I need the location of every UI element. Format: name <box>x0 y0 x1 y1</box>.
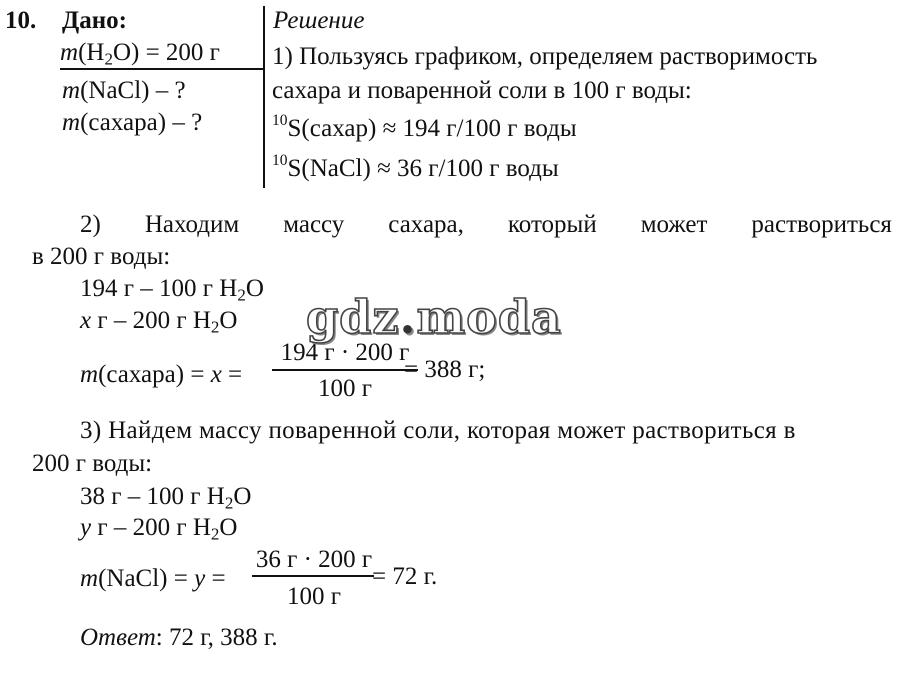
given-divider <box>60 68 263 70</box>
sugar-calc-numerator: 194 г · 200 г <box>280 339 410 366</box>
step2-word: раствориться <box>751 211 892 238</box>
answer <box>80 625 278 650</box>
step2-word: Находим <box>144 211 240 238</box>
sugar-calc-lhs-text: (сахара) = <box>98 361 211 388</box>
sugar-proportion-line1-end: O <box>245 275 264 302</box>
sugar-unknown-x: x <box>80 307 92 334</box>
find-nacl <box>62 78 186 103</box>
step2-word: может <box>640 211 708 238</box>
find-sugar-m-symbol: m <box>62 109 81 136</box>
sugar-proportion-line1-text: 194 г – 100 г H <box>80 275 238 302</box>
sugar-calc-m-symbol: m <box>80 361 99 388</box>
step2-line2: в 200 г воды: <box>32 243 171 270</box>
watermark-text-b: moda <box>416 290 562 344</box>
step1-line2: сахара и поваренной соли в 100 г воды: <box>272 77 692 104</box>
salt-proportion-line1 <box>80 483 252 513</box>
watermark-dot: . <box>399 290 417 344</box>
step2-word: 2) <box>80 211 101 238</box>
given-m-symbol: m <box>60 39 79 66</box>
step2-word: который <box>507 211 597 238</box>
sugar-calc-x: x <box>210 361 222 388</box>
salt-proportion-line2-subscript: 2 <box>210 524 220 544</box>
answer-label: Ответ <box>80 624 156 651</box>
salt-calc-lhs <box>80 566 226 591</box>
given-water-value: O) = 200 г <box>112 39 220 66</box>
solubility-sugar <box>272 112 577 142</box>
solubility-nacl-text: S(NaCl) ≈ 36 г/100 г воды <box>287 155 559 182</box>
step2-word: сахара, <box>388 211 464 238</box>
salt-proportion-line1-end: O <box>233 483 252 510</box>
salt-calc-result: = 72 г. <box>372 563 438 590</box>
step1-line1: 1) Пользуясь графиком, определяем растворимость <box>272 43 818 70</box>
find-sugar <box>62 110 202 135</box>
given-water-mass <box>60 39 220 69</box>
find-sugar-text: (сахара) – ? <box>80 109 203 136</box>
salt-calc-numerator: 36 г · 200 г <box>255 546 373 573</box>
salt-calc-lhs-text: (NaCl) = <box>98 565 195 592</box>
salt-fraction-bar <box>252 575 374 577</box>
sugar-calc-equals: = <box>221 361 243 388</box>
step3-line2: 200 г воды: <box>32 450 153 477</box>
given-heading: Дано: <box>62 7 127 34</box>
given-water-formula: (H <box>78 39 105 66</box>
watermark-text-a: gdz <box>306 290 400 344</box>
sugar-proportion-line1-subscript: 2 <box>237 285 246 305</box>
answer-text: : 72 г, 388 г. <box>155 624 278 651</box>
solution-heading: Решение <box>273 7 365 34</box>
sugar-proportion-line2-subscript: 2 <box>210 317 220 337</box>
sugar-fraction-bar <box>272 369 418 371</box>
sugar-proportion-line2-text: г – 200 г H <box>91 307 211 334</box>
solubility-nacl <box>272 152 559 182</box>
sugar-proportion-line2-end: O <box>219 307 238 334</box>
step3-line1: 3) Найдем массу поваренной соли, которая может раствориться в <box>80 417 796 444</box>
salt-proportion-line2-end: O <box>219 514 238 541</box>
salt-calc-y: y <box>194 565 206 592</box>
given-solution-separator <box>263 6 265 188</box>
given-water-subscript: 2 <box>104 49 113 69</box>
sugar-calc-denominator: 100 г <box>317 375 372 402</box>
solubility-nacl-temperature: 10 <box>272 152 288 170</box>
find-nacl-text: (NaCl) – ? <box>80 77 186 104</box>
step2-word: массу <box>283 211 345 238</box>
salt-proportion-line1-subscript: 2 <box>224 493 234 513</box>
sugar-calc-result: = 388 г; <box>404 356 486 383</box>
salt-calc-denominator: 100 г <box>286 583 341 610</box>
sugar-proportion-line2 <box>80 307 238 337</box>
salt-proportion-line2-text: г – 200 г H <box>91 514 211 541</box>
salt-proportion-line2 <box>80 514 238 544</box>
problem-number: 10. <box>5 7 37 34</box>
sugar-proportion-line1 <box>80 275 264 305</box>
step2-line1 <box>80 212 892 237</box>
salt-unknown-y: y <box>80 514 92 541</box>
sugar-calc-lhs <box>80 362 242 387</box>
solubility-sugar-temperature: 10 <box>272 112 288 130</box>
salt-proportion-line1-text: 38 г – 100 г H <box>80 483 225 510</box>
watermark-logo <box>306 290 562 344</box>
find-nacl-m-symbol: m <box>62 77 81 104</box>
salt-calc-equals: = <box>205 565 226 592</box>
solubility-sugar-text: S(сахар) ≈ 194 г/100 г воды <box>287 115 577 142</box>
salt-calc-m-symbol: m <box>80 565 99 592</box>
